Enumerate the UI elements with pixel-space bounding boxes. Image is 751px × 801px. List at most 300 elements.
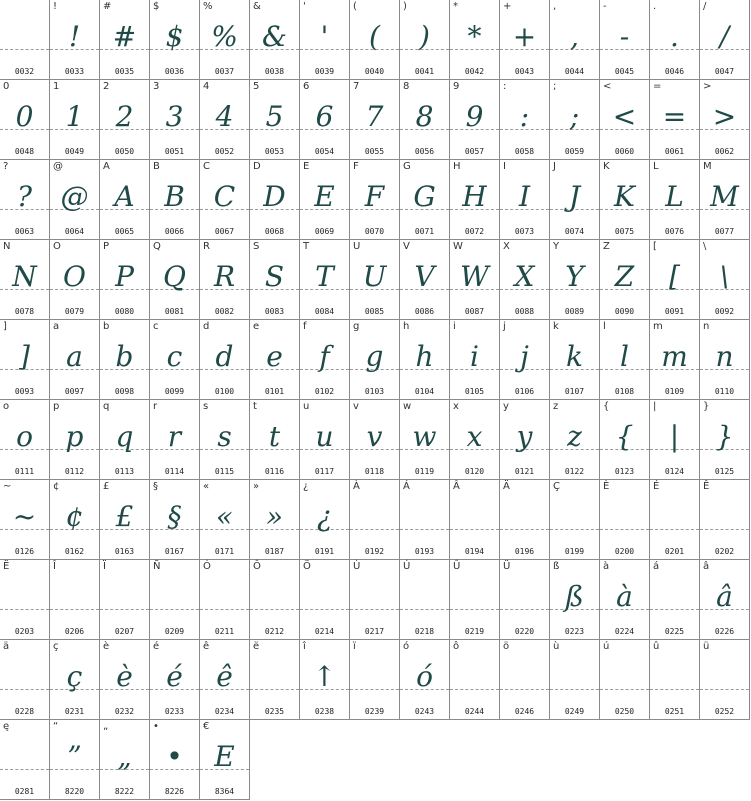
glyph-sample: R xyxy=(213,260,236,293)
glyph-sample: ( xyxy=(369,20,380,53)
glyph-sample: m xyxy=(661,340,688,373)
glyph-cell-label: A xyxy=(103,161,110,172)
glyph-cell-label: À xyxy=(353,481,360,492)
glyph-code: 0050 xyxy=(114,147,135,156)
glyph-cell-label: D xyxy=(253,161,261,172)
glyph-cell-label: L xyxy=(653,161,659,172)
glyph-code: 0126 xyxy=(14,547,35,556)
glyph-cell-label: = xyxy=(653,81,662,92)
glyph-cell-label: w xyxy=(403,401,412,412)
glyph-cell-label: q xyxy=(103,401,110,412)
glyph-code: 0113 xyxy=(114,467,135,476)
glyph-cell-label: 6 xyxy=(303,81,310,92)
glyph-sample: H xyxy=(462,180,487,213)
glyph-code: 0119 xyxy=(414,467,435,476)
glyph-code: 0252 xyxy=(714,707,735,716)
glyph-cell xyxy=(300,240,350,320)
glyph-cell-label: ß xyxy=(553,561,560,572)
glyph-cell-label: Ñ xyxy=(153,561,161,572)
glyph-cell xyxy=(700,160,750,240)
glyph-cell xyxy=(600,0,650,80)
glyph-cell-label: i xyxy=(453,321,456,332)
glyph-sample xyxy=(450,576,499,618)
glyph-code: 0117 xyxy=(314,467,335,476)
glyph-cell-label: É xyxy=(653,481,660,492)
glyph-code: 0239 xyxy=(364,707,385,716)
glyph-code: 0217 xyxy=(364,627,385,636)
glyph-cell xyxy=(400,0,450,80)
glyph-sample: C xyxy=(213,180,236,213)
glyph-sample xyxy=(150,576,199,618)
glyph-sample xyxy=(350,576,399,618)
glyph-cell-label: N xyxy=(3,241,11,252)
glyph-cell-label: p xyxy=(53,401,60,412)
glyph-code: 0092 xyxy=(714,307,735,316)
glyph-cell xyxy=(300,560,350,640)
glyph-cell-label: ï xyxy=(353,641,356,652)
glyph-cell-label: C xyxy=(203,161,210,172)
glyph-cell-label: ë xyxy=(253,641,260,652)
glyph-sample: h xyxy=(415,340,434,373)
glyph-cell xyxy=(350,560,400,640)
glyph-cell xyxy=(600,400,650,480)
glyph-code: 0110 xyxy=(714,387,735,396)
glyph-cell xyxy=(450,0,500,80)
glyph-cell xyxy=(250,320,300,400)
glyph-code: 8222 xyxy=(114,787,135,796)
glyph-cell xyxy=(50,560,100,640)
glyph-cell-label: à xyxy=(603,561,610,572)
glyph-code: 0084 xyxy=(314,307,335,316)
glyph-sample: à xyxy=(616,580,633,613)
glyph-code: 0244 xyxy=(464,707,485,716)
glyph-cell-label: h xyxy=(403,321,410,332)
glyph-cell-label: ú xyxy=(603,641,610,652)
glyph-code: 0075 xyxy=(614,227,635,236)
glyph-cell xyxy=(100,560,150,640)
glyph-cell xyxy=(350,400,400,480)
glyph-sample: S xyxy=(264,260,285,293)
glyph-cell-label: u xyxy=(303,401,310,412)
glyph-sample: â xyxy=(716,580,733,613)
glyph-sample: G xyxy=(413,180,436,213)
glyph-cell-label: 3 xyxy=(153,81,160,92)
glyph-code: 0116 xyxy=(264,467,285,476)
glyph-cell xyxy=(500,320,550,400)
glyph-sample: 8 xyxy=(415,100,434,133)
glyph-sample xyxy=(250,576,299,618)
glyph-code: 0196 xyxy=(514,547,535,556)
glyph-cell-label: è xyxy=(103,641,110,652)
glyph-code: 8364 xyxy=(214,787,235,796)
glyph-cell-label: o xyxy=(3,401,10,412)
glyph-cell xyxy=(600,80,650,160)
glyph-code: 0163 xyxy=(114,547,135,556)
glyph-cell xyxy=(200,160,250,240)
glyph-sample: E xyxy=(314,180,335,213)
glyph-code: 0250 xyxy=(614,707,635,716)
glyph-code: 0046 xyxy=(664,67,685,76)
glyph-code: 0120 xyxy=(464,467,485,476)
glyph-sample: / xyxy=(719,20,730,53)
glyph-cell xyxy=(150,320,200,400)
glyph-cell-label: á xyxy=(653,561,660,572)
glyph-sample: c xyxy=(166,340,183,373)
glyph-code: 0108 xyxy=(614,387,635,396)
glyph-cell-label: ô xyxy=(453,641,460,652)
glyph-cell xyxy=(100,320,150,400)
glyph-cell xyxy=(250,240,300,320)
glyph-sample: N xyxy=(12,260,37,293)
glyph-cell-label: £ xyxy=(103,481,110,492)
glyph-sample: x xyxy=(466,420,483,453)
glyph-sample: 1 xyxy=(65,100,84,133)
glyph-sample: a xyxy=(66,340,83,373)
glyph-code: 0090 xyxy=(614,307,635,316)
glyph-code: 0081 xyxy=(164,307,185,316)
glyph-cell xyxy=(650,400,700,480)
glyph-cell-label: J xyxy=(553,161,556,172)
glyph-code: 0235 xyxy=(264,707,285,716)
glyph-cell-label: x xyxy=(453,401,459,412)
glyph-code: 0102 xyxy=(314,387,335,396)
glyph-sample: A xyxy=(114,180,135,213)
glyph-code: 0118 xyxy=(364,467,385,476)
glyph-cell xyxy=(650,160,700,240)
glyph-code: 0038 xyxy=(264,67,285,76)
glyph-cell-label: m xyxy=(653,321,663,332)
glyph-code: 0123 xyxy=(614,467,635,476)
glyph-code: 0162 xyxy=(64,547,85,556)
glyph-code: 0089 xyxy=(564,307,585,316)
glyph-sample xyxy=(500,656,549,698)
glyph-sample: Q xyxy=(163,260,186,293)
glyph-cell xyxy=(650,320,700,400)
glyph-code: 0076 xyxy=(664,227,685,236)
glyph-cell-label: j xyxy=(503,321,506,332)
glyph-cell-label: v xyxy=(353,401,359,412)
glyph-cell xyxy=(350,320,400,400)
glyph-cell xyxy=(650,640,700,720)
glyph-code: 0111 xyxy=(14,467,35,476)
glyph-cell xyxy=(600,480,650,560)
glyph-code: 0097 xyxy=(64,387,85,396)
glyph-cell xyxy=(100,0,150,80)
glyph-cell-label: P xyxy=(103,241,110,252)
glyph-cell-label: ê xyxy=(203,641,210,652)
glyph-cell xyxy=(0,640,50,720)
glyph-code: 0212 xyxy=(264,627,285,636)
glyph-sample: » xyxy=(265,500,284,533)
glyph-cell xyxy=(450,80,500,160)
glyph-cell-label: » xyxy=(253,481,260,492)
glyph-cell-label: Z xyxy=(603,241,610,252)
glyph-code: 0099 xyxy=(164,387,185,396)
glyph-sample xyxy=(600,656,649,698)
glyph-cell-label: $ xyxy=(153,1,160,12)
glyph-code: 0228 xyxy=(14,707,35,716)
glyph-code: 0077 xyxy=(714,227,735,236)
glyph-cell-label: < xyxy=(603,81,612,92)
glyph-sample: 6 xyxy=(315,100,334,133)
glyph-sample: J xyxy=(568,180,581,213)
glyph-sample: W xyxy=(460,260,489,293)
glyph-code: 0114 xyxy=(164,467,185,476)
glyph-sample: B xyxy=(164,180,185,213)
glyph-sample: £ xyxy=(115,500,134,533)
glyph-cell-label: ; xyxy=(553,81,557,92)
glyph-cell-label: ) xyxy=(403,1,407,12)
glyph-sample: : xyxy=(519,100,530,133)
glyph-cell xyxy=(0,0,50,80)
glyph-code: 0091 xyxy=(664,307,685,316)
glyph-code: 0078 xyxy=(14,307,35,316)
glyph-code: 0209 xyxy=(164,627,185,636)
glyph-cell xyxy=(250,80,300,160)
glyph-sample: e xyxy=(266,340,283,373)
glyph-code: 0121 xyxy=(514,467,535,476)
glyph-cell-label: 4 xyxy=(203,81,210,92)
glyph-cell xyxy=(200,240,250,320)
glyph-cell xyxy=(100,400,150,480)
glyph-sample: ; xyxy=(569,100,580,133)
glyph-code: 0088 xyxy=(514,307,535,316)
glyph-code: 0051 xyxy=(164,147,185,156)
glyph-cell-label: 5 xyxy=(253,81,260,92)
glyph-cell xyxy=(200,720,250,800)
glyph-sample: ê xyxy=(216,660,233,693)
glyph-cell xyxy=(50,240,100,320)
glyph-sample xyxy=(400,496,449,538)
glyph-sample: ó xyxy=(416,660,433,693)
glyph-code: 0044 xyxy=(564,67,585,76)
glyph-cell-label: ü xyxy=(703,641,710,652)
glyph-cell xyxy=(500,400,550,480)
glyph-sample: * xyxy=(467,20,482,53)
glyph-code: 0080 xyxy=(114,307,135,316)
glyph-cell xyxy=(350,480,400,560)
glyph-cell-label: M xyxy=(703,161,712,172)
glyph-cell-label: g xyxy=(353,321,360,332)
glyph-sample: u xyxy=(315,420,334,453)
glyph-sample: f xyxy=(319,340,330,373)
glyph-cell-label: Ô xyxy=(253,561,261,572)
glyph-code: 0071 xyxy=(414,227,435,236)
glyph-sample: § xyxy=(167,500,182,533)
glyph-code: 0058 xyxy=(514,147,535,156)
glyph-cell-label: ! xyxy=(53,1,58,12)
glyph-cell xyxy=(400,80,450,160)
glyph-code: 0246 xyxy=(514,707,535,716)
glyph-cell xyxy=(550,80,600,160)
glyph-cell xyxy=(700,80,750,160)
glyph-cell-label: z xyxy=(553,401,559,412)
glyph-sample: é xyxy=(166,660,183,693)
glyph-cell xyxy=(100,80,150,160)
glyph-sample: + xyxy=(512,20,537,53)
glyph-cell xyxy=(200,0,250,80)
glyph-sample: ] xyxy=(19,340,30,373)
glyph-cell xyxy=(600,320,650,400)
glyph-sample: $ xyxy=(165,20,184,53)
glyph-cell-label: 8 xyxy=(403,81,410,92)
glyph-sample: # xyxy=(112,20,137,53)
glyph-sample xyxy=(700,496,749,538)
glyph-sample: ~ xyxy=(12,500,37,533)
glyph-cell-label: ö xyxy=(503,641,510,652)
glyph-sample: p xyxy=(65,420,84,453)
glyph-code: 0040 xyxy=(364,67,385,76)
glyph-sample: | xyxy=(669,420,680,453)
glyph-sample: , xyxy=(570,20,579,53)
glyph-cell-label: ~ xyxy=(3,481,12,492)
glyph-sample: è xyxy=(116,660,133,693)
glyph-cell xyxy=(450,480,500,560)
glyph-cell-label: 1 xyxy=(53,81,60,92)
glyph-cell-label: B xyxy=(153,161,160,172)
glyph-cell-label: l xyxy=(603,321,606,332)
glyph-sample: @ xyxy=(60,180,89,213)
glyph-cell-label: Ö xyxy=(303,561,311,572)
glyph-sample: s xyxy=(217,420,232,453)
glyph-sample: 7 xyxy=(365,100,384,133)
glyph-cell xyxy=(550,400,600,480)
glyph-sample xyxy=(0,16,49,58)
glyph-cell xyxy=(400,400,450,480)
glyph-sample: i xyxy=(470,340,479,373)
glyph-cell xyxy=(250,480,300,560)
glyph-cell xyxy=(700,400,750,480)
glyph-cell xyxy=(200,560,250,640)
glyph-code: 0249 xyxy=(564,707,585,716)
glyph-cell-label: # xyxy=(103,1,112,12)
glyph-code: 0199 xyxy=(564,547,585,556)
glyph-sample: ” xyxy=(67,740,82,773)
glyph-cell xyxy=(200,80,250,160)
glyph-sample: n xyxy=(715,340,734,373)
glyph-cell xyxy=(550,240,600,320)
glyph-cell xyxy=(550,160,600,240)
glyph-cell xyxy=(500,160,550,240)
glyph-cell xyxy=(600,240,650,320)
glyph-cell xyxy=(300,480,350,560)
glyph-cell-label: Ü xyxy=(503,561,511,572)
glyph-cell-label: ( xyxy=(353,1,357,12)
glyph-cell-label: G xyxy=(403,161,411,172)
glyph-cell-label: 0 xyxy=(3,81,10,92)
glyph-cell xyxy=(350,640,400,720)
glyph-code: 0055 xyxy=(364,147,385,156)
glyph-code: 0220 xyxy=(514,627,535,636)
glyph-cell xyxy=(300,80,350,160)
glyph-code: 0048 xyxy=(14,147,35,156)
glyph-cell xyxy=(650,560,700,640)
glyph-cell-label: û xyxy=(653,641,660,652)
glyph-sample: z xyxy=(567,420,582,453)
glyph-sample: ! xyxy=(68,20,81,53)
glyph-cell xyxy=(350,80,400,160)
glyph-cell xyxy=(150,80,200,160)
glyph-code: 0061 xyxy=(664,147,685,156)
glyph-sample xyxy=(450,656,499,698)
glyph-code: 0231 xyxy=(64,707,85,716)
glyph-sample: D xyxy=(263,180,286,213)
glyph-sample xyxy=(550,496,599,538)
glyph-sample: L xyxy=(665,180,684,213)
glyph-cell xyxy=(500,0,550,80)
glyph-cell-label: Â xyxy=(453,481,460,492)
glyph-sample: [ xyxy=(669,260,680,293)
glyph-cell-label: Y xyxy=(553,241,560,252)
glyph-code: 0225 xyxy=(664,627,685,636)
glyph-cell xyxy=(0,400,50,480)
glyph-code: 0219 xyxy=(464,627,485,636)
glyph-code: 0085 xyxy=(364,307,385,316)
glyph-cell xyxy=(500,560,550,640)
glyph-cell xyxy=(450,640,500,720)
glyph-sample: q xyxy=(115,420,134,453)
glyph-sample: ¢ xyxy=(65,500,84,533)
glyph-cell-label: | xyxy=(653,401,657,412)
glyph-sample xyxy=(250,656,299,698)
glyph-cell xyxy=(550,0,600,80)
glyph-cell-label: } xyxy=(703,401,710,412)
glyph-code: 0226 xyxy=(714,627,735,636)
glyph-cell xyxy=(150,240,200,320)
glyph-cell xyxy=(600,640,650,720)
glyph-sample: . xyxy=(670,20,679,53)
glyph-code: 0093 xyxy=(14,387,35,396)
glyph-code: 0191 xyxy=(314,547,335,556)
glyph-cell-label: “ xyxy=(53,721,59,732)
glyph-code: 0041 xyxy=(414,67,435,76)
glyph-cell xyxy=(250,0,300,80)
glyph-cell xyxy=(250,160,300,240)
glyph-cell xyxy=(250,400,300,480)
glyph-code: 0224 xyxy=(614,627,635,636)
glyph-cell-label: ó xyxy=(403,641,410,652)
glyph-code: 0037 xyxy=(214,67,235,76)
glyph-code: 0106 xyxy=(514,387,535,396)
glyph-code: 0192 xyxy=(364,547,385,556)
glyph-sample: Y xyxy=(565,260,584,293)
glyph-sample: = xyxy=(662,100,687,133)
glyph-sample xyxy=(500,576,549,618)
glyph-cell xyxy=(500,80,550,160)
glyph-cell-label: § xyxy=(153,481,158,492)
glyph-cell xyxy=(700,480,750,560)
glyph-cell-label: « xyxy=(203,481,210,492)
glyph-code: 0112 xyxy=(64,467,85,476)
glyph-sample: g xyxy=(365,340,384,373)
glyph-cell-label: s xyxy=(203,401,209,412)
glyph-sample: ç xyxy=(66,660,83,693)
glyph-sample: F xyxy=(364,180,385,213)
glyph-code: 0194 xyxy=(464,547,485,556)
glyph-cell-label: n xyxy=(703,321,710,332)
glyph-cell-label: F xyxy=(353,161,359,172)
glyph-cell xyxy=(300,640,350,720)
glyph-cell-label: d xyxy=(203,321,210,332)
glyph-cell xyxy=(300,160,350,240)
glyph-code: 0039 xyxy=(314,67,335,76)
glyph-code: 0068 xyxy=(264,227,285,236)
glyph-cell xyxy=(50,720,100,800)
glyph-code: 0052 xyxy=(214,147,235,156)
glyph-cell-label: Á xyxy=(403,481,410,492)
glyph-cell-label: 2 xyxy=(103,81,110,92)
glyph-sample xyxy=(100,576,149,618)
